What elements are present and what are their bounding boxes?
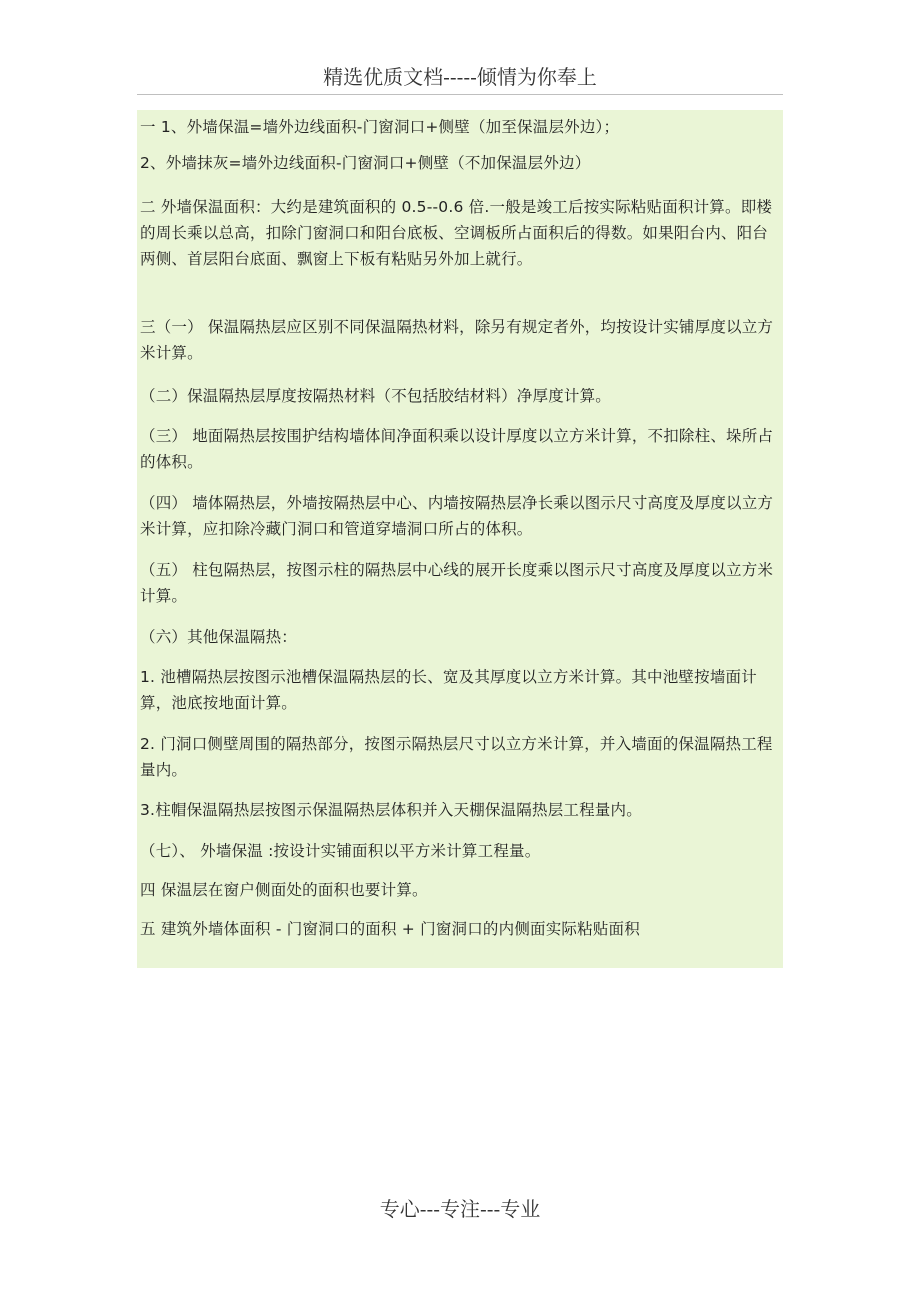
paragraph-1: 一 1、外墙保温=墙外边线面积-门窗洞口+侧壁（加至保温层外边）； <box>140 118 620 136</box>
paragraph-2: 2、外墙抹灰=墙外边线面积-门窗洞口+侧壁（不加保温层外边） <box>140 154 591 172</box>
paragraph-4: 三（一） 保温隔热层应区别不同保温隔热材料，除另有规定者外，均按设计实铺厚度以立方米计算。 <box>140 318 774 362</box>
page-footer: 专心---专注---专业 <box>379 1197 541 1221</box>
paragraph-5: （二）保温隔热层厚度按隔热材料（不包括胶结材料）净厚度计算。 <box>140 387 612 405</box>
header-divider <box>137 94 783 95</box>
paragraph-10: 1. 池槽隔热层按图示池槽保温隔热层的长、宽及其厚度以立方米计算。其中池壁按墙面计算，池底按地面计算。 <box>140 668 757 712</box>
paragraph-12: 3.柱帽保温隔热层按图示保温隔热层体积并入天棚保温隔热层工程量内。 <box>140 801 642 819</box>
paragraph-14: 四 保温层在窗户侧面处的面积也要计算。 <box>140 881 428 899</box>
page-header: 精选优质文档-----倾情为你奉上 <box>323 65 597 89</box>
paragraph-9: （六）其他保温隔热： <box>140 628 298 646</box>
paragraph-15: 五 建筑外墙体面积 - 门窗洞口的面积 + 门窗洞口的内侧面实际粘贴面积 <box>140 920 640 938</box>
paragraph-13: （七）、 外墙保温 :按设计实铺面积以平方米计算工程量。 <box>140 842 541 860</box>
paragraph-11: 2. 门洞口侧壁周围的隔热部分，按图示隔热层尺寸以立方米计算，并入墙面的保温隔热工程量内。 <box>140 735 773 779</box>
paragraph-7: （四） 墙体隔热层，外墙按隔热层中心、内墙按隔热层净长乘以图示尺寸高度及厚度以立方米计算，应扣除冷藏门洞口和管道穿墙洞口所占的体积。 <box>140 494 774 538</box>
paragraph-3: 二 外墙保温面积：大约是建筑面积的 0.5--0.6 倍.一般是竣工后按实际粘贴面积计算。即楼的周长乘以总高，扣除门窗洞口和阳台底板、空调板所占面积后的得数。如果阳台内、阳台两侧、首层阳台底面、飘窗上下板有粘贴另外加上就行。 <box>140 198 773 268</box>
paragraph-8: （五） 柱包隔热层，按图示柱的隔热层中心线的展开长度乘以图示尺寸高度及厚度以立方米计算。 <box>140 561 774 605</box>
paragraph-6: （三） 地面隔热层按围护结构墙体间净面积乘以设计厚度以立方米计算，不扣除柱、垛所占的体积。 <box>140 427 774 471</box>
document-body <box>137 110 783 968</box>
